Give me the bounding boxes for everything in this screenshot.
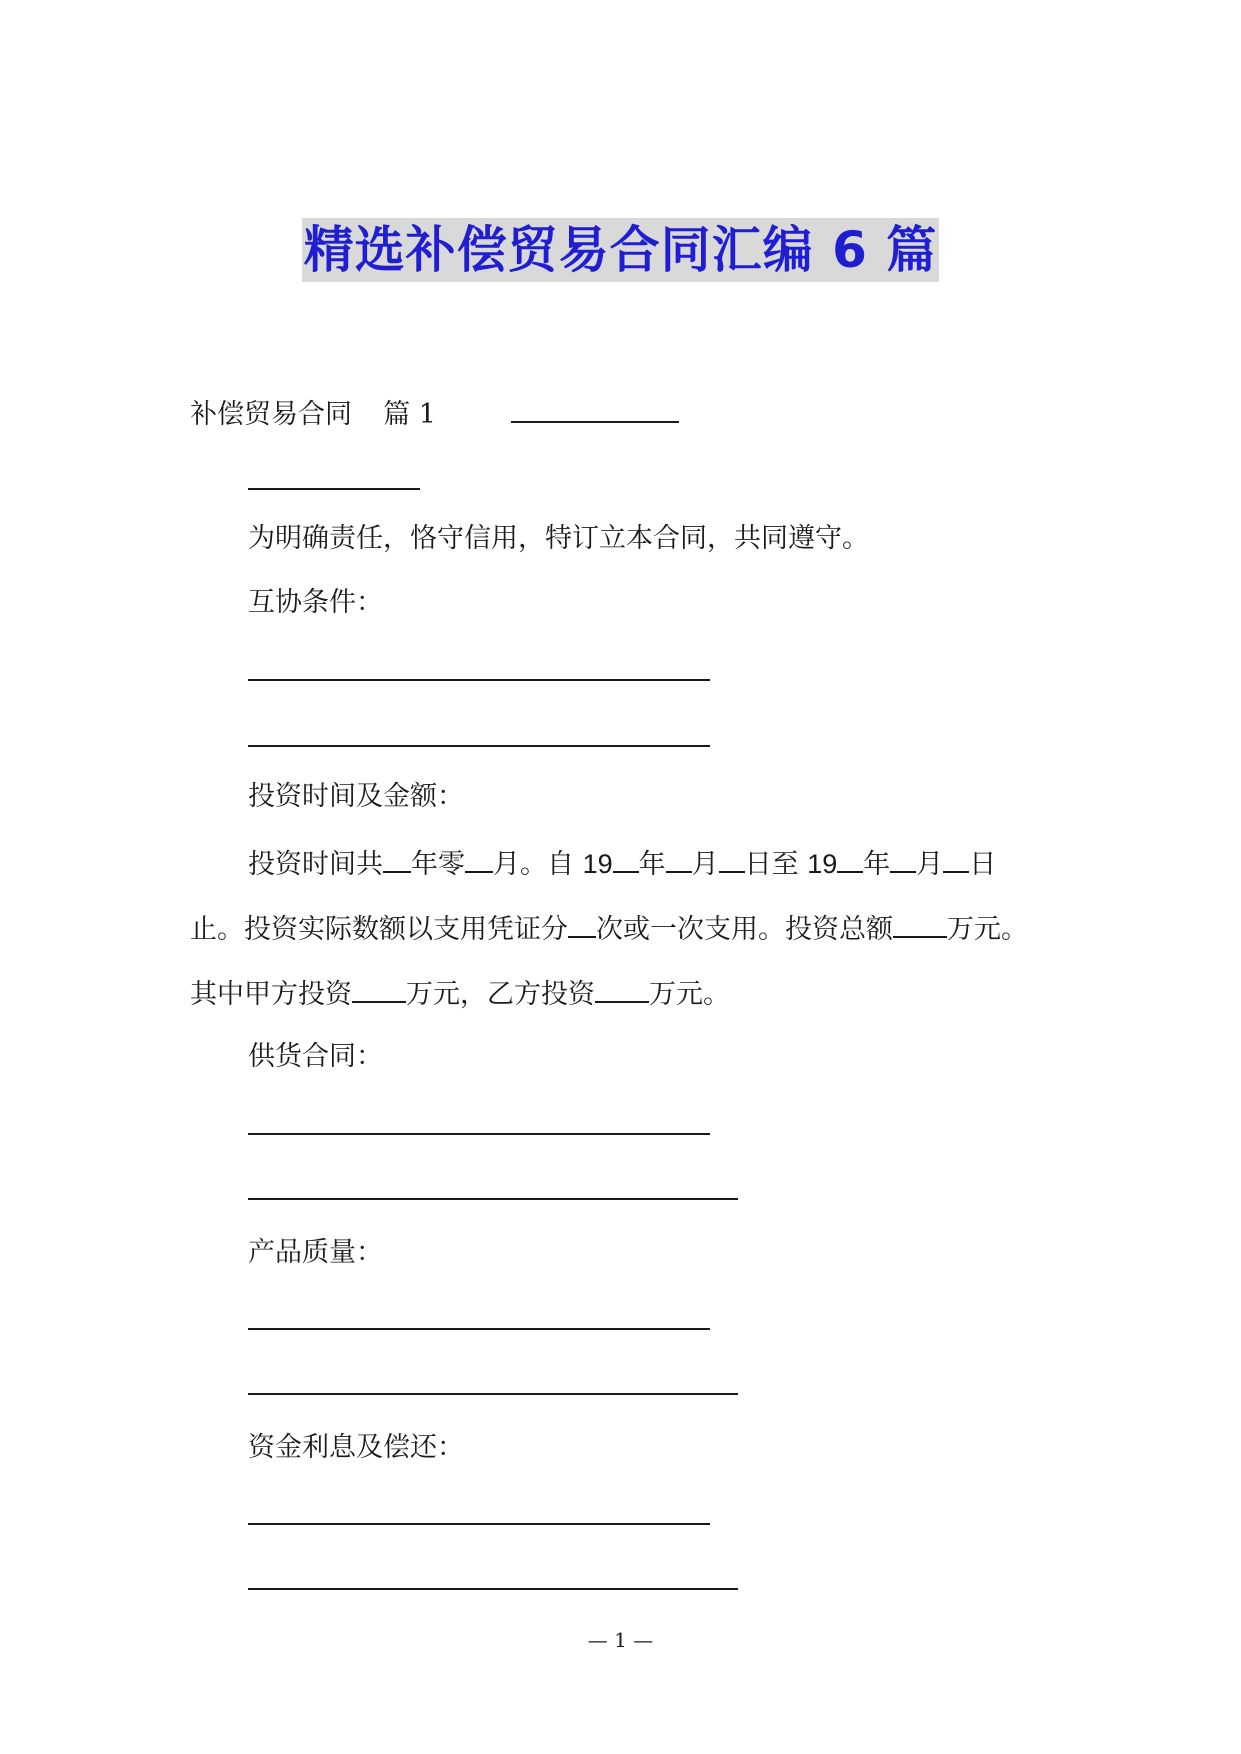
blank-party-b bbox=[248, 488, 420, 490]
blank-line bbox=[248, 1523, 710, 1525]
text-span: 投资时间共 bbox=[248, 849, 383, 880]
page-number: — 1 — bbox=[587, 1628, 654, 1652]
blank-line bbox=[248, 679, 710, 681]
text-span: 月 bbox=[916, 849, 944, 880]
label-interest-repayment: 资金利息及偿还： bbox=[248, 1432, 464, 1463]
text-span: 其中甲方投资 bbox=[190, 979, 352, 1010]
text-span: 年零 bbox=[411, 849, 465, 880]
text-span: 月。自 bbox=[493, 849, 574, 880]
text-span: 万元。 bbox=[649, 979, 730, 1010]
blank-party-a bbox=[511, 394, 679, 423]
blank-start-year bbox=[613, 844, 639, 873]
blank-line bbox=[248, 1393, 738, 1395]
blank-line bbox=[248, 745, 710, 747]
blank-party-a-amount bbox=[352, 974, 406, 1003]
label-supply-contract: 供货合同： bbox=[248, 1041, 383, 1072]
blank-start-day bbox=[719, 844, 745, 873]
text-span: 年 bbox=[638, 849, 666, 880]
title-wrap bbox=[0, 218, 1241, 282]
intro-text: 为明确责任，恪守信用，特订立本合同，共同遵守。 bbox=[248, 523, 869, 554]
text-span: 月 bbox=[691, 849, 719, 880]
text-span: 年 bbox=[863, 849, 891, 880]
label-product-quality: 产品质量： bbox=[248, 1237, 383, 1268]
blank-total-amount bbox=[893, 909, 947, 938]
section-heading-line bbox=[190, 394, 679, 433]
blank-years bbox=[383, 844, 411, 873]
text-span: 日至 bbox=[744, 849, 799, 880]
investment-line-1 bbox=[248, 844, 996, 883]
blank-line bbox=[248, 1133, 710, 1135]
blank-line bbox=[248, 1588, 738, 1590]
year-prefix: 19 bbox=[807, 849, 838, 879]
text-span: 日 bbox=[969, 849, 997, 880]
blank-start-month bbox=[666, 844, 692, 873]
blank-installments bbox=[568, 909, 596, 938]
document-title: 精选补偿贸易合同汇编 6 篇 bbox=[302, 218, 940, 282]
blank-line bbox=[248, 1198, 738, 1200]
investment-line-2 bbox=[190, 909, 1028, 948]
label-investment: 投资时间及金额： bbox=[248, 781, 464, 812]
text-span: 止。投资实际数额以支用凭证分 bbox=[190, 914, 568, 945]
year-prefix: 19 bbox=[582, 849, 613, 879]
text-span: 万元。 bbox=[947, 914, 1028, 945]
text-span: 万元，乙方投资 bbox=[406, 979, 595, 1010]
text-span: 次或一次支用。投资总额 bbox=[596, 914, 893, 945]
label-mutual-conditions: 互协条件： bbox=[248, 587, 383, 618]
section-number: 篇 1 bbox=[383, 399, 436, 430]
blank-end-year bbox=[837, 844, 863, 873]
investment-line-3 bbox=[190, 974, 730, 1013]
blank-months bbox=[465, 844, 493, 873]
blank-party-b-amount bbox=[595, 974, 649, 1003]
blank-end-month bbox=[890, 844, 916, 873]
blank-line bbox=[248, 1328, 710, 1330]
section-heading: 补偿贸易合同 bbox=[190, 399, 352, 430]
blank-end-day bbox=[943, 844, 969, 873]
